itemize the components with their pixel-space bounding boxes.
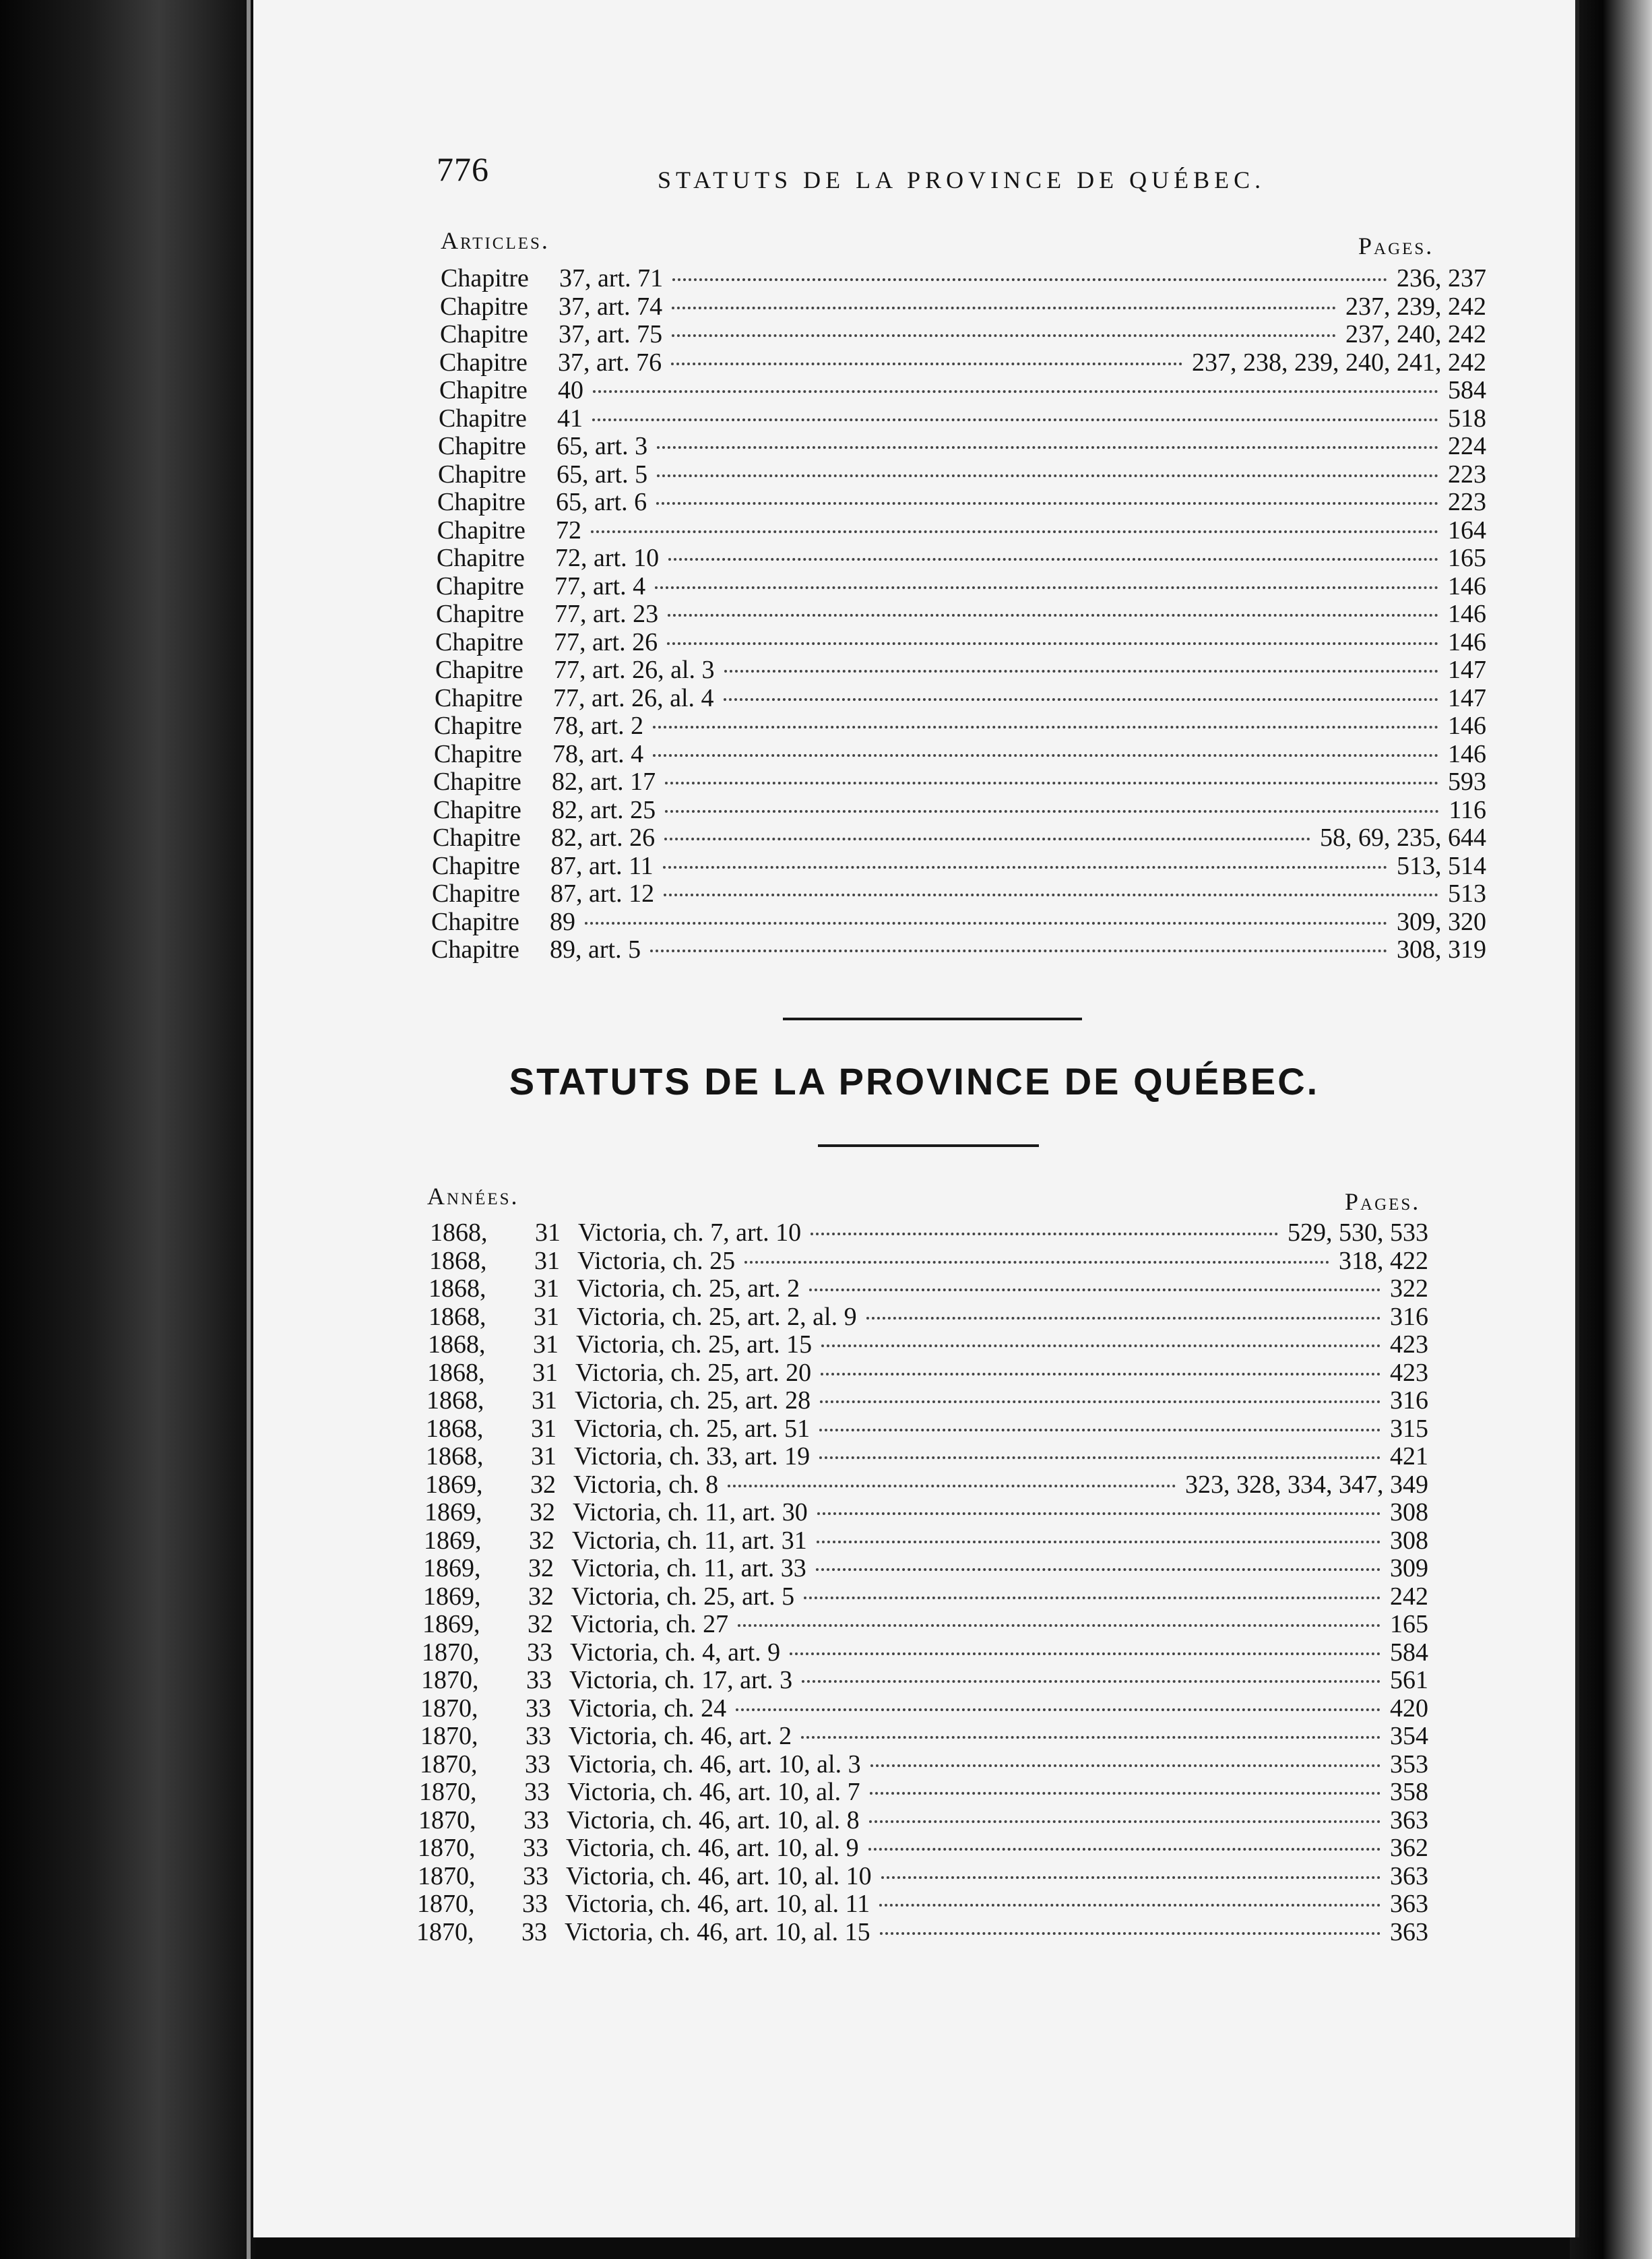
page-references: 237, 238, 239, 240, 241, 242 bbox=[1192, 348, 1486, 377]
page-references: 308, 319 bbox=[1397, 935, 1486, 964]
statute-reference: Victoria, ch. 46, art. 10, al. 15 bbox=[565, 1917, 870, 1946]
index-row bbox=[430, 1218, 1428, 1247]
article-reference: 82, art. 26 bbox=[551, 824, 656, 852]
index-row bbox=[434, 712, 1486, 740]
article-reference: 77, art. 23 bbox=[554, 600, 659, 628]
article-reference: 37, art. 74 bbox=[559, 292, 663, 321]
dot-leader bbox=[665, 810, 1439, 813]
statutes-pages-heading: Pages. bbox=[1345, 1188, 1421, 1215]
dot-leader bbox=[821, 1344, 1380, 1347]
dot-leader bbox=[802, 1680, 1380, 1683]
article-reference: 87, art. 11 bbox=[550, 851, 654, 880]
year: 1870, bbox=[420, 1694, 478, 1723]
regnal-year: 31 bbox=[532, 1386, 557, 1415]
year: 1870, bbox=[419, 1778, 477, 1806]
page-references: 423 bbox=[1390, 1330, 1428, 1359]
statute-reference: Victoria, ch. 25, art. 51 bbox=[574, 1414, 811, 1443]
regnal-year: 33 bbox=[523, 1834, 548, 1862]
year: 1869, bbox=[422, 1610, 480, 1638]
dot-leader bbox=[744, 1261, 1329, 1264]
dot-leader bbox=[811, 1233, 1278, 1235]
statute-reference: Victoria, ch. 25 bbox=[577, 1246, 736, 1275]
dot-leader bbox=[653, 726, 1438, 729]
page-references: 323, 328, 334, 347, 349 bbox=[1185, 1470, 1428, 1499]
page-references: 584 bbox=[1448, 376, 1486, 404]
year: 1868, bbox=[427, 1358, 485, 1387]
statute-reference: Victoria, ch. 25, art. 20 bbox=[575, 1358, 812, 1387]
statute-reference: Victoria, ch. 11, art. 30 bbox=[573, 1498, 808, 1526]
chapter-label: Chapitre bbox=[440, 320, 528, 348]
dot-leader bbox=[593, 390, 1438, 393]
regnal-year: 31 bbox=[534, 1274, 559, 1303]
regnal-year: 32 bbox=[528, 1582, 554, 1611]
regnal-year: 32 bbox=[529, 1526, 554, 1555]
section-title: STATUTS DE LA PROVINCE DE QUÉBEC. bbox=[509, 1060, 1320, 1103]
index-row bbox=[428, 1303, 1428, 1331]
dot-leader bbox=[656, 502, 1438, 505]
year: 1870, bbox=[418, 1861, 476, 1890]
index-row bbox=[427, 1359, 1428, 1387]
dot-leader bbox=[653, 754, 1438, 757]
article-reference: 78, art. 4 bbox=[552, 739, 644, 768]
page-references: 146 bbox=[1448, 571, 1486, 600]
index-row bbox=[437, 488, 1486, 516]
dot-leader bbox=[591, 530, 1438, 533]
year: 1870, bbox=[418, 1834, 476, 1862]
dot-leader bbox=[655, 586, 1438, 589]
page-references: 362 bbox=[1390, 1834, 1428, 1862]
year: 1868, bbox=[429, 1246, 487, 1275]
dot-leader bbox=[870, 1764, 1380, 1767]
index-row bbox=[418, 1806, 1428, 1834]
year: 1868, bbox=[430, 1218, 488, 1247]
chapter-label: Chapitre bbox=[431, 907, 519, 936]
index-row bbox=[425, 1471, 1428, 1499]
document-page bbox=[253, 0, 1579, 2237]
index-row bbox=[436, 600, 1486, 628]
page-references: 147 bbox=[1448, 656, 1486, 684]
page-references: 58, 69, 235, 644 bbox=[1320, 824, 1486, 852]
index-row bbox=[437, 544, 1486, 572]
index-row bbox=[439, 376, 1486, 404]
index-row bbox=[433, 796, 1486, 824]
chapter-label: Chapitre bbox=[437, 516, 526, 545]
page-references: 358 bbox=[1390, 1778, 1428, 1806]
dot-leader bbox=[819, 1429, 1380, 1431]
dot-leader bbox=[866, 1317, 1380, 1320]
chapter-label: Chapitre bbox=[439, 348, 528, 377]
year: 1869, bbox=[424, 1526, 482, 1555]
index-row bbox=[418, 1862, 1428, 1890]
dot-leader bbox=[671, 363, 1182, 365]
page-references: 593 bbox=[1448, 768, 1486, 796]
statute-reference: Victoria, ch. 4, art. 9 bbox=[570, 1638, 781, 1667]
page-references: 513 bbox=[1448, 879, 1486, 908]
regnal-year: 33 bbox=[521, 1917, 547, 1946]
article-reference: 37, art. 76 bbox=[558, 348, 662, 377]
chapter-label: Chapitre bbox=[432, 851, 520, 880]
dot-leader bbox=[664, 838, 1310, 840]
article-reference: 37, art. 71 bbox=[559, 264, 664, 292]
page-references: 146 bbox=[1448, 627, 1486, 656]
page-references: 165 bbox=[1390, 1610, 1428, 1638]
articles-heading: Articles. bbox=[441, 227, 550, 254]
chapter-label: Chapitre bbox=[434, 739, 522, 768]
dot-leader bbox=[868, 1848, 1380, 1851]
index-row bbox=[440, 292, 1486, 321]
page-references: 165 bbox=[1448, 544, 1486, 572]
chapter-label: Chapitre bbox=[436, 600, 524, 628]
article-reference: 77, art. 26 bbox=[554, 627, 658, 656]
chapter-label: Chapitre bbox=[433, 795, 521, 824]
page-references: 363 bbox=[1390, 1861, 1428, 1890]
chapter-label: Chapitre bbox=[439, 404, 527, 433]
page-references: 584 bbox=[1390, 1638, 1428, 1667]
year: 1870, bbox=[416, 1917, 474, 1946]
page-references: 315 bbox=[1390, 1414, 1428, 1443]
dot-leader bbox=[817, 1512, 1380, 1515]
statute-reference: Victoria, ch. 11, art. 33 bbox=[571, 1554, 806, 1582]
index-row bbox=[423, 1554, 1428, 1582]
chapter-label: Chapitre bbox=[439, 376, 528, 404]
index-row bbox=[433, 824, 1486, 852]
statute-reference: Victoria, ch. 24 bbox=[569, 1694, 727, 1723]
page-references: 518 bbox=[1448, 404, 1486, 433]
year: 1869, bbox=[423, 1582, 481, 1611]
index-row bbox=[435, 656, 1486, 684]
statute-reference: Victoria, ch. 46, art. 10, al. 11 bbox=[565, 1890, 870, 1918]
page-references: 363 bbox=[1390, 1805, 1428, 1834]
article-reference: 77, art. 26, al. 3 bbox=[554, 656, 715, 684]
article-reference: 77, art. 26, al. 4 bbox=[553, 683, 714, 712]
regnal-year: 32 bbox=[530, 1470, 556, 1499]
page-references: 308 bbox=[1390, 1498, 1428, 1526]
year: 1869, bbox=[424, 1498, 482, 1526]
page-references: 353 bbox=[1390, 1750, 1428, 1778]
dot-leader bbox=[821, 1373, 1380, 1375]
page-references: 309, 320 bbox=[1397, 907, 1486, 936]
dot-leader bbox=[672, 307, 1336, 309]
dot-leader bbox=[663, 866, 1387, 869]
year: 1870, bbox=[421, 1666, 479, 1694]
index-row bbox=[419, 1778, 1428, 1806]
dot-leader bbox=[672, 278, 1387, 281]
statute-reference: Victoria, ch. 25, art. 28 bbox=[575, 1386, 811, 1415]
statute-reference: Victoria, ch. 46, art. 10, al. 9 bbox=[566, 1834, 859, 1862]
index-row bbox=[420, 1750, 1428, 1778]
chapter-label: Chapitre bbox=[441, 264, 529, 292]
year: 1868, bbox=[428, 1330, 486, 1359]
index-row bbox=[428, 1274, 1428, 1303]
index-row bbox=[422, 1638, 1428, 1667]
statute-reference: Victoria, ch. 25, art. 15 bbox=[576, 1330, 813, 1359]
page-references: 308 bbox=[1390, 1526, 1428, 1555]
index-row bbox=[426, 1415, 1428, 1443]
regnal-year: 33 bbox=[523, 1861, 548, 1890]
statute-reference: Victoria, ch. 25, art. 5 bbox=[571, 1582, 795, 1611]
year: 1870, bbox=[418, 1805, 476, 1834]
year: 1868, bbox=[428, 1274, 486, 1303]
chapter-label: Chapitre bbox=[433, 824, 521, 852]
dot-leader bbox=[879, 1904, 1380, 1907]
page-references: 363 bbox=[1390, 1890, 1428, 1918]
dot-leader bbox=[667, 642, 1438, 645]
regnal-year: 33 bbox=[523, 1805, 549, 1834]
dot-leader bbox=[650, 950, 1387, 952]
index-row bbox=[426, 1386, 1428, 1415]
chapter-label: Chapitre bbox=[431, 935, 519, 964]
dot-leader bbox=[869, 1820, 1380, 1823]
statute-reference: Victoria, ch. 11, art. 31 bbox=[572, 1526, 807, 1555]
page-references: 146 bbox=[1448, 712, 1486, 740]
year: 1870, bbox=[417, 1890, 475, 1918]
index-row bbox=[420, 1694, 1428, 1723]
regnal-year: 32 bbox=[530, 1498, 555, 1526]
index-row bbox=[439, 404, 1486, 433]
dot-leader bbox=[817, 1541, 1380, 1543]
dot-leader bbox=[880, 1932, 1380, 1935]
index-row bbox=[435, 684, 1486, 712]
article-reference: 65, art. 5 bbox=[557, 460, 648, 489]
chapter-label: Chapitre bbox=[433, 768, 521, 796]
articles-pages-heading: Pages. bbox=[1358, 233, 1434, 259]
year: 1868, bbox=[428, 1302, 486, 1331]
index-row bbox=[437, 516, 1486, 545]
book-spine-shadow bbox=[0, 0, 256, 2259]
page-references: 420 bbox=[1390, 1694, 1428, 1723]
article-reference: 37, art. 75 bbox=[559, 320, 663, 348]
dot-leader bbox=[724, 670, 1438, 673]
index-row bbox=[438, 432, 1486, 460]
year: 1870, bbox=[420, 1750, 478, 1778]
index-row bbox=[421, 1666, 1428, 1694]
year: 1870, bbox=[422, 1638, 480, 1667]
statute-reference: Victoria, ch. 33, art. 19 bbox=[574, 1442, 811, 1471]
dot-leader bbox=[736, 1708, 1380, 1711]
page-references: 318, 422 bbox=[1339, 1246, 1428, 1275]
dot-leader bbox=[804, 1597, 1380, 1599]
regnal-year: 33 bbox=[526, 1694, 551, 1723]
regnal-year: 32 bbox=[528, 1610, 553, 1638]
article-reference: 82, art. 25 bbox=[552, 795, 656, 824]
year: 1870, bbox=[420, 1722, 478, 1750]
index-row bbox=[416, 1918, 1428, 1946]
article-reference: 77, art. 4 bbox=[554, 571, 646, 600]
years-heading: Années. bbox=[427, 1183, 519, 1210]
year: 1868, bbox=[426, 1442, 484, 1471]
page-references: 322 bbox=[1390, 1274, 1428, 1303]
section-rule-top bbox=[783, 1018, 1082, 1020]
index-row bbox=[436, 572, 1486, 600]
index-row bbox=[428, 1330, 1428, 1359]
statute-reference: Victoria, ch. 46, art. 10, al. 8 bbox=[567, 1805, 860, 1834]
index-row bbox=[435, 628, 1486, 656]
dot-leader bbox=[585, 922, 1387, 925]
index-row bbox=[424, 1526, 1428, 1555]
year: 1869, bbox=[425, 1470, 483, 1499]
page-references: 146 bbox=[1448, 739, 1486, 768]
index-row bbox=[429, 1247, 1428, 1275]
index-row bbox=[432, 879, 1486, 908]
chapter-label: Chapitre bbox=[438, 432, 526, 460]
index-row bbox=[420, 1722, 1428, 1750]
chapter-label: Chapitre bbox=[435, 683, 523, 712]
index-row bbox=[424, 1498, 1428, 1526]
article-reference: 65, art. 3 bbox=[557, 432, 648, 460]
page-references: 316 bbox=[1390, 1386, 1428, 1415]
page-references: 164 bbox=[1448, 516, 1486, 545]
statute-reference: Victoria, ch. 8 bbox=[573, 1470, 719, 1499]
page-references: 223 bbox=[1448, 460, 1486, 489]
index-row bbox=[423, 1582, 1428, 1611]
index-row bbox=[439, 348, 1486, 377]
statute-reference: Victoria, ch. 46, art. 10, al. 3 bbox=[568, 1750, 861, 1778]
article-reference: 78, art. 2 bbox=[552, 712, 644, 740]
index-row bbox=[441, 264, 1486, 292]
index-row bbox=[433, 768, 1486, 796]
statute-reference: Victoria, ch. 25, art. 2, al. 9 bbox=[577, 1302, 857, 1331]
regnal-year: 31 bbox=[532, 1358, 558, 1387]
chapter-label: Chapitre bbox=[436, 571, 524, 600]
index-row bbox=[418, 1834, 1428, 1862]
regnal-year: 32 bbox=[528, 1554, 554, 1582]
regnal-year: 31 bbox=[534, 1302, 559, 1331]
article-reference: 65, art. 6 bbox=[556, 488, 647, 516]
regnal-year: 31 bbox=[533, 1330, 559, 1359]
dot-leader bbox=[820, 1400, 1380, 1403]
dot-leader bbox=[672, 334, 1336, 337]
page-references: 354 bbox=[1390, 1722, 1428, 1750]
dot-leader bbox=[668, 558, 1438, 561]
index-row bbox=[422, 1610, 1428, 1638]
chapter-label: Chapitre bbox=[432, 879, 520, 908]
dot-leader bbox=[809, 1289, 1380, 1291]
index-row bbox=[434, 740, 1486, 768]
dot-leader bbox=[870, 1792, 1380, 1795]
page-references: 423 bbox=[1390, 1358, 1428, 1387]
page-references: 147 bbox=[1448, 683, 1486, 712]
dot-leader bbox=[790, 1652, 1380, 1655]
section-rule-bottom bbox=[818, 1144, 1039, 1147]
statute-reference: Victoria, ch. 25, art. 2 bbox=[577, 1274, 800, 1303]
dot-leader bbox=[816, 1568, 1380, 1571]
regnal-year: 33 bbox=[526, 1722, 551, 1750]
page-references: 236, 237 bbox=[1397, 264, 1486, 292]
year: 1868, bbox=[426, 1386, 484, 1415]
index-row bbox=[432, 852, 1486, 880]
chapter-label: Chapitre bbox=[434, 712, 522, 740]
running-head: STATUTS DE LA PROVINCE DE QUÉBEC. bbox=[658, 166, 1266, 193]
statute-reference: Victoria, ch. 17, art. 3 bbox=[569, 1666, 793, 1694]
chapter-label: Chapitre bbox=[438, 460, 526, 489]
page-references: 116 bbox=[1449, 795, 1486, 824]
page-references: 223 bbox=[1448, 488, 1486, 516]
index-row bbox=[438, 460, 1486, 489]
statute-reference: Victoria, ch. 46, art. 10, al. 10 bbox=[566, 1861, 872, 1890]
regnal-year: 31 bbox=[534, 1246, 560, 1275]
chapter-label: Chapitre bbox=[437, 488, 526, 516]
dot-leader bbox=[819, 1456, 1380, 1459]
page-references: 513, 514 bbox=[1397, 851, 1486, 880]
article-reference: 82, art. 17 bbox=[552, 768, 656, 796]
page-references: 146 bbox=[1448, 600, 1486, 628]
index-row bbox=[417, 1890, 1428, 1918]
index-row bbox=[426, 1442, 1428, 1471]
statute-reference: Victoria, ch. 7, art. 10 bbox=[578, 1218, 802, 1247]
dot-leader bbox=[657, 474, 1438, 477]
article-reference: 40 bbox=[558, 376, 583, 404]
chapter-label: Chapitre bbox=[435, 627, 523, 656]
page-references: 242 bbox=[1390, 1582, 1428, 1611]
dot-leader bbox=[668, 614, 1438, 617]
regnal-year: 33 bbox=[525, 1750, 550, 1778]
regnal-year: 31 bbox=[531, 1414, 557, 1443]
page-references: 237, 240, 242 bbox=[1345, 320, 1486, 348]
dot-leader bbox=[665, 782, 1438, 784]
chapter-label: Chapitre bbox=[440, 292, 528, 321]
dot-leader bbox=[881, 1876, 1380, 1879]
article-reference: 41 bbox=[557, 404, 583, 433]
page-references: 529, 530, 533 bbox=[1288, 1218, 1428, 1247]
chapter-label: Chapitre bbox=[435, 656, 523, 684]
index-row bbox=[440, 320, 1486, 348]
index-row bbox=[431, 908, 1486, 936]
page-references: 561 bbox=[1390, 1666, 1428, 1694]
statute-reference: Victoria, ch. 46, art. 10, al. 7 bbox=[567, 1778, 860, 1806]
dot-leader bbox=[738, 1624, 1380, 1627]
regnal-year: 31 bbox=[531, 1442, 557, 1471]
page-references: 421 bbox=[1390, 1442, 1428, 1471]
dot-leader bbox=[592, 419, 1438, 421]
page-references: 309 bbox=[1390, 1554, 1428, 1582]
year: 1868, bbox=[426, 1414, 484, 1443]
index-row bbox=[431, 935, 1486, 964]
article-reference: 89 bbox=[550, 907, 575, 936]
page-references: 224 bbox=[1448, 432, 1486, 460]
facing-page-edge bbox=[1570, 0, 1652, 2259]
regnal-year: 31 bbox=[535, 1218, 561, 1247]
article-reference: 72, art. 10 bbox=[555, 544, 660, 572]
article-reference: 72 bbox=[556, 516, 581, 545]
dot-leader bbox=[657, 446, 1438, 449]
dot-leader bbox=[801, 1736, 1380, 1739]
article-reference: 89, art. 5 bbox=[550, 935, 641, 964]
regnal-year: 33 bbox=[524, 1778, 550, 1806]
statute-reference: Victoria, ch. 46, art. 2 bbox=[569, 1722, 792, 1750]
dot-leader bbox=[664, 894, 1438, 896]
year: 1869, bbox=[423, 1554, 481, 1582]
regnal-year: 33 bbox=[527, 1638, 552, 1667]
page-references: 316 bbox=[1390, 1302, 1428, 1331]
page-number: 776 bbox=[437, 150, 489, 188]
page-references: 363 bbox=[1390, 1917, 1428, 1946]
statute-reference: Victoria, ch. 27 bbox=[571, 1610, 729, 1638]
chapter-label: Chapitre bbox=[437, 544, 525, 572]
regnal-year: 33 bbox=[522, 1890, 548, 1918]
regnal-year: 33 bbox=[526, 1666, 552, 1694]
dot-leader bbox=[728, 1485, 1176, 1487]
dot-leader bbox=[724, 698, 1438, 701]
article-reference: 87, art. 12 bbox=[550, 879, 655, 908]
page-references: 237, 239, 242 bbox=[1345, 292, 1486, 321]
